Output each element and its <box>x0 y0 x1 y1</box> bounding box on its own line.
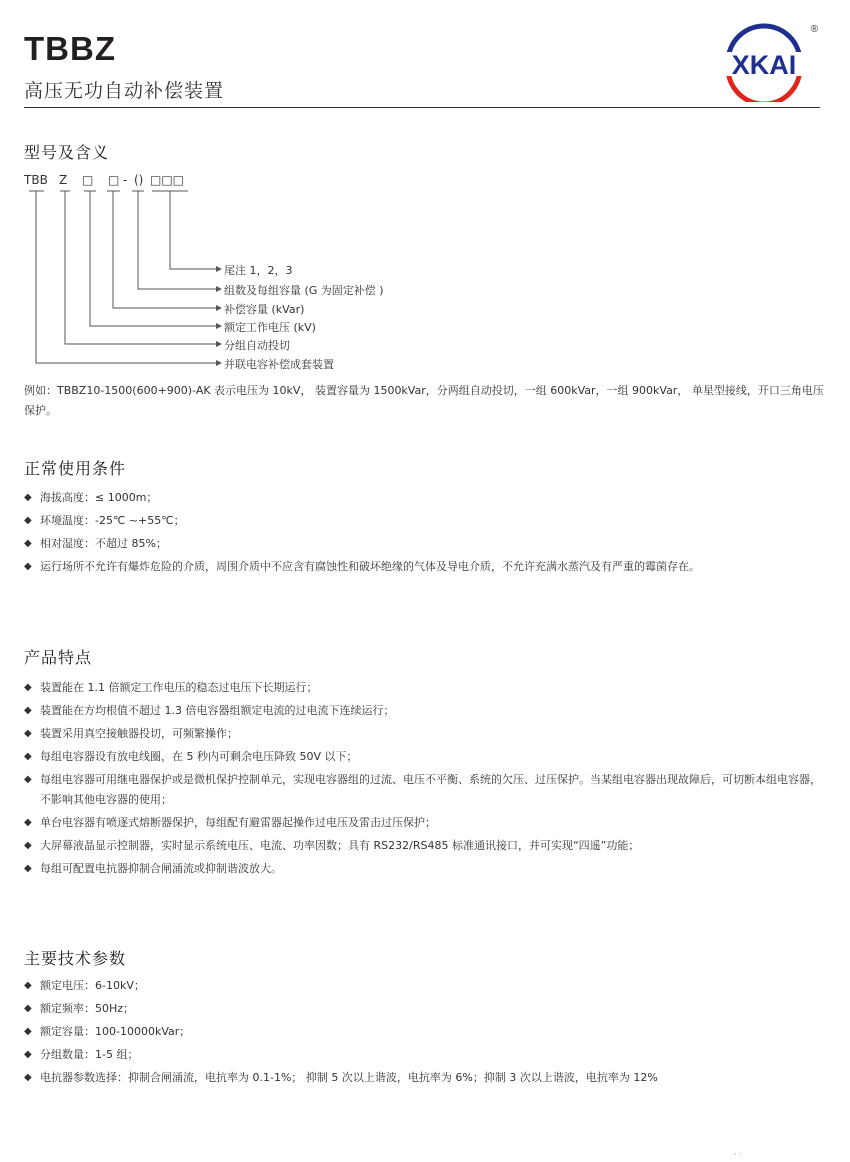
code-part-dash: - <box>123 173 128 187</box>
list-item: ◆ 环境温度：-25℃ ~+55℃； <box>24 511 824 531</box>
label-auto-switch: 分组自动投切 <box>224 339 290 352</box>
code-part-tbb: TBB <box>24 173 48 187</box>
label-suffix: 尾注 1，2，3 <box>224 264 293 277</box>
params-list <box>24 976 824 1091</box>
list-item: ◆ 装置能在 1.1 倍额定工作电压的稳态过电压下长期运行； <box>24 678 824 698</box>
list-item: ◆ 分组数量：1-5 组； <box>24 1045 824 1065</box>
code-part-suffix: □□□ <box>150 173 185 187</box>
tree-line-capacity <box>107 191 216 308</box>
label-groups: 组数及每组容量 (G 为固定补偿 ) <box>224 284 384 297</box>
logo-text: XKAI <box>731 50 797 80</box>
list-item: ◆ 海拔高度：≤ 1000m； <box>24 488 824 508</box>
list-item: ◆ 每组电容器可用继电器保护或是微机保护控制单元，实现电容器组的过流、电压不平衡、系统的欠压、过压保护。当某组电容器出现故障后，可切断本组电容器，不影响其他电容器的使用； <box>24 770 824 810</box>
code-part-voltage: □ <box>82 173 94 187</box>
label-voltage: 额定工作电压 (kV) <box>224 321 316 334</box>
list-item: ◆ 额定容量：100-10000kVar； <box>24 1022 824 1042</box>
page-title: TBBZ <box>24 30 116 67</box>
tree-line-groups <box>132 191 216 289</box>
list-item: ◆ 额定频率：50Hz； <box>24 999 824 1019</box>
tree-line-voltage <box>84 191 216 326</box>
model-tree-lines <box>0 0 850 400</box>
list-item: ◆ 每组可配置电抗器抑制合闸涌流或抑制谐波放大。 <box>24 859 824 879</box>
features-list <box>24 678 824 882</box>
code-part-capacity: □ <box>108 173 120 187</box>
label-device: 并联电容补偿成套装置 <box>224 358 334 371</box>
model-example: 例如：TBBZ10-1500(600+900)-AK 表示电压为 10kV， 装置容量为 1500kVar，分两组自动投切，一组 600kVar，一组 900kVar， 单星型接线，开口三角电压保护。 <box>24 384 824 417</box>
tree-line-suffix <box>152 191 216 269</box>
list-item: ◆ 相对湿度：不超过 85%； <box>24 534 824 554</box>
list-item: ◆ 装置采用真空接触器投切，可频繁操作； <box>24 724 824 744</box>
label-capacity: 补偿容量 (kVar) <box>224 303 305 316</box>
list-item: ◆ 大屏幕液晶显示控制器，实时显示系统电压、电流、功率因数；具有 RS232/RS485 标准通讯接口，并可实现“四遥”功能； <box>24 836 824 856</box>
page-subtitle: 高压无功自动补偿装置 <box>24 80 225 102</box>
list-item: ◆ 运行场所不允许有爆炸危险的介质，周围介质中不应含有腐蚀性和破坏绝缘的气体及导电介质，不允许充满水蒸汽及有严重的霉菌存在。 <box>24 557 824 577</box>
features-heading: 产品特点 <box>24 648 93 667</box>
code-part-z: Z <box>59 173 68 187</box>
page-mark: · · <box>734 1150 742 1159</box>
list-item: ◆ 额定电压：6-10kV； <box>24 976 824 996</box>
conditions-heading: 正常使用条件 <box>24 459 127 478</box>
registered-mark: ® <box>810 24 818 35</box>
list-item: ◆ 电抗器参数选择：抑制合闸涌流，电抗率为 0.1-1%； 抑制 5 次以上谐波，电抗率为 6%；抑制 3 次以上谐波，电抗率为 12% <box>24 1068 824 1088</box>
params-heading: 主要技术参数 <box>24 949 127 968</box>
tree-line-tbb <box>29 191 216 363</box>
list-item: ◆ 每组电容器设有放电线圈，在 5 秒内可剩余电压降致 50V 以下； <box>24 747 824 767</box>
conditions-list <box>24 488 824 580</box>
code-part-groups: () <box>134 173 144 187</box>
list-item: ◆ 装置能在方均根值不超过 1.3 倍电容器组额定电流的过电流下连续运行； <box>24 701 824 721</box>
list-item: ◆ 单台电容器有喷逐式熔断器保护，每组配有避雷器起操作过电压及雷击过压保护； <box>24 813 824 833</box>
model-heading: 型号及含义 <box>24 143 110 162</box>
